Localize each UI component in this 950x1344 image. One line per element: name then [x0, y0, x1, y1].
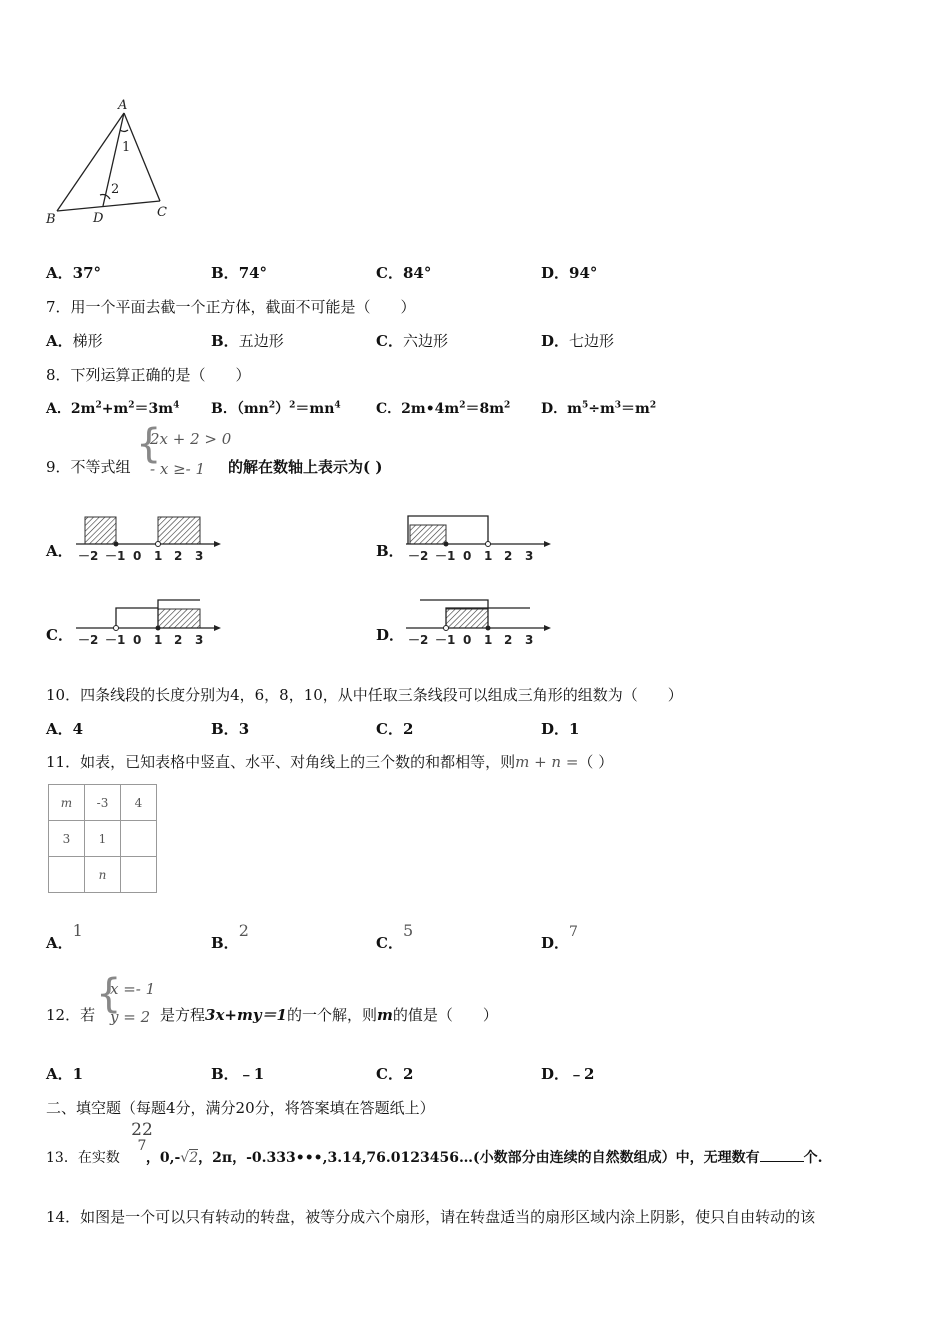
q8-option-a[interactable]: A．$2m^2+m^2=3m^4$ — [46, 400, 180, 417]
tick-2: 2 — [174, 633, 183, 647]
q12-equation-1: x =- 1 — [110, 980, 156, 998]
table-cell: 3 — [49, 821, 85, 857]
tick-0: 0 — [133, 549, 142, 563]
table-cell: 4 — [121, 785, 157, 821]
tick-1: 1 — [154, 633, 163, 647]
q10-stem: 10．四条线段的长度分别为4，6，8，10，从中任取三条线段可以组成三角形的组数为（ ） — [46, 686, 683, 704]
q9-suffix: 的解在数轴上表示为( ) — [228, 458, 383, 476]
q13-fraction: 22 7 — [131, 1120, 153, 1154]
q11-option-a[interactable]: A．1 — [46, 921, 83, 952]
q8-option-c[interactable]: C．$2m•4m^2=8m^2$ — [376, 400, 511, 417]
table-cell: -3 — [85, 785, 121, 821]
q12-equation-2: y = 2 — [110, 1008, 151, 1026]
q6-option-a[interactable]: A．37° — [46, 264, 102, 282]
q9-brace: { — [136, 421, 162, 467]
q11-option-b[interactable]: B．2 — [211, 921, 249, 952]
tick-0: 0 — [463, 633, 472, 647]
q9-inequality-1: 2x + 2 > 0 — [150, 430, 232, 448]
shade-middle — [446, 609, 488, 628]
q6-option-c[interactable]: C．84° — [376, 264, 432, 282]
q9-option-d-label[interactable]: D． — [376, 626, 405, 644]
label-2: 2 — [111, 182, 120, 197]
answer-blank[interactable] — [760, 1161, 804, 1162]
number-line-a[interactable] — [74, 508, 224, 566]
q7-option-c[interactable]: C．六边形 — [376, 332, 448, 350]
q7-option-b[interactable]: B．五边形 — [211, 332, 284, 350]
tick-2: 2 — [504, 549, 513, 563]
point-minus-1 — [444, 542, 449, 547]
tick-2: 2 — [504, 633, 513, 647]
q8-option-b[interactable]: B．$(mn^2)^2=mn^4$ — [211, 400, 341, 417]
q7-option-d[interactable]: D．七边形 — [541, 332, 615, 350]
shade-right — [158, 517, 200, 544]
tick-3: 3 — [195, 633, 204, 647]
shade-left — [410, 525, 446, 544]
q11-expression: m + n = — [515, 753, 579, 771]
triangle-figure — [40, 95, 180, 230]
q10-option-d[interactable]: D．1 — [541, 720, 580, 738]
tick-minus-2: －2 — [78, 549, 99, 563]
q9-option-c-label[interactable]: C． — [46, 626, 73, 644]
q12-option-d[interactable]: D．﹣2 — [541, 1065, 595, 1083]
tick-3: 3 — [525, 633, 534, 647]
q12-text: 是方程3x+my＝1的一个解，则m的值是（ ） — [160, 1006, 498, 1024]
point-1 — [156, 626, 161, 631]
table-cell: 1 — [85, 821, 121, 857]
label-b: B — [46, 212, 56, 227]
table-cell — [49, 857, 85, 893]
tick-minus-2: －2 — [408, 633, 429, 647]
tick-1: 1 — [154, 549, 163, 563]
point-1 — [156, 542, 161, 547]
table-cell — [121, 821, 157, 857]
side-bc — [57, 201, 160, 211]
table-row — [49, 785, 157, 821]
axis-arrow — [214, 625, 221, 631]
point-minus-1 — [114, 542, 119, 547]
number-line-d[interactable] — [404, 592, 554, 650]
q10-option-a[interactable]: A．4 — [46, 720, 84, 738]
tick-minus-1: －1 — [105, 633, 126, 647]
angle-1-arc — [120, 130, 128, 132]
q13-stem: 13．在实数 ，0,-√2，2π，-0.333•••,3.14,76.0123456…(小数部分由连续的自然数组成）中，无理数有 个. — [46, 1150, 823, 1166]
sqrt-symbol: √ — [180, 1150, 190, 1166]
q12-option-b[interactable]: B．﹣1 — [211, 1065, 265, 1083]
point-minus-1 — [114, 626, 119, 631]
table-row — [49, 821, 157, 857]
table-cell — [121, 857, 157, 893]
tick-3: 3 — [525, 549, 534, 563]
q12-brace: { — [96, 971, 122, 1017]
tick-minus-2: －2 — [408, 549, 429, 563]
q6-option-d[interactable]: D．94° — [541, 264, 598, 282]
tick-minus-1: －1 — [435, 549, 456, 563]
q9-option-a-label[interactable]: A． — [46, 542, 73, 560]
table-row — [49, 857, 157, 893]
point-minus-1 — [444, 626, 449, 631]
tick-minus-2: －2 — [78, 633, 99, 647]
q11-option-c[interactable]: C．5 — [376, 921, 414, 952]
tick-2: 2 — [174, 549, 183, 563]
tick-3: 3 — [195, 549, 204, 563]
q12-option-c[interactable]: C．2 — [376, 1065, 414, 1083]
table-cell: n — [85, 857, 121, 893]
label-a: A — [118, 98, 128, 113]
shade-right — [158, 609, 200, 628]
tick-minus-1: －1 — [435, 633, 456, 647]
tick-0: 0 — [133, 633, 142, 647]
q10-option-b[interactable]: B．3 — [211, 720, 250, 738]
q11-table — [48, 784, 157, 893]
q7-stem: 7．用一个平面去截一个正方体，截面不可能是（ ） — [46, 298, 416, 316]
q11-option-d[interactable]: D．7 — [541, 924, 578, 952]
axis-arrow — [214, 541, 221, 547]
q7-option-a[interactable]: A．梯形 — [46, 332, 103, 350]
q9-option-b-label[interactable]: B． — [376, 542, 404, 560]
label-1: 1 — [122, 140, 131, 155]
q10-option-c[interactable]: C．2 — [376, 720, 414, 738]
number-line-c[interactable] — [74, 592, 224, 650]
tick-1: 1 — [484, 549, 493, 563]
section-2-title: 二、填空题（每题4分，满分20分，将答案填在答题纸上） — [46, 1099, 435, 1117]
q9-number: 9．不等式组 — [46, 458, 131, 476]
q14-stem: 14．如图是一个可以只有转动的转盘，被等分成六个扇形，请在转盘适当的扇形区域内涂上阴影，使只自由转动的该 — [46, 1208, 816, 1226]
q12-option-a[interactable]: A．1 — [46, 1065, 84, 1083]
shade-left — [85, 517, 116, 544]
tick-minus-1: －1 — [105, 549, 126, 563]
tick-0: 0 — [463, 549, 472, 563]
label-d: D — [93, 211, 104, 226]
q12-number: 12．若 — [46, 1006, 96, 1024]
point-1 — [486, 626, 491, 631]
q9-inequality-2: - x ≥- 1 — [150, 460, 206, 478]
table-cell: m — [49, 785, 85, 821]
axis-arrow — [544, 541, 551, 547]
q8-stem: 8．下列运算正确的是（ ） — [46, 366, 251, 384]
tick-1: 1 — [484, 633, 493, 647]
side-ac — [124, 113, 160, 201]
point-1 — [486, 542, 491, 547]
bracket-from-minus-1 — [116, 608, 158, 628]
axis-arrow — [544, 625, 551, 631]
q8-option-d[interactable]: D．$m^5\div m^3=m^2$ — [541, 400, 657, 417]
label-c: C — [157, 205, 167, 220]
q11-stem: 11．如表，已知表格中竖直、水平、对角线上的三个数的和都相等，则m + n =（ ） — [46, 753, 614, 771]
number-line-b[interactable] — [404, 508, 554, 566]
q6-option-b[interactable]: B．74° — [211, 264, 268, 282]
